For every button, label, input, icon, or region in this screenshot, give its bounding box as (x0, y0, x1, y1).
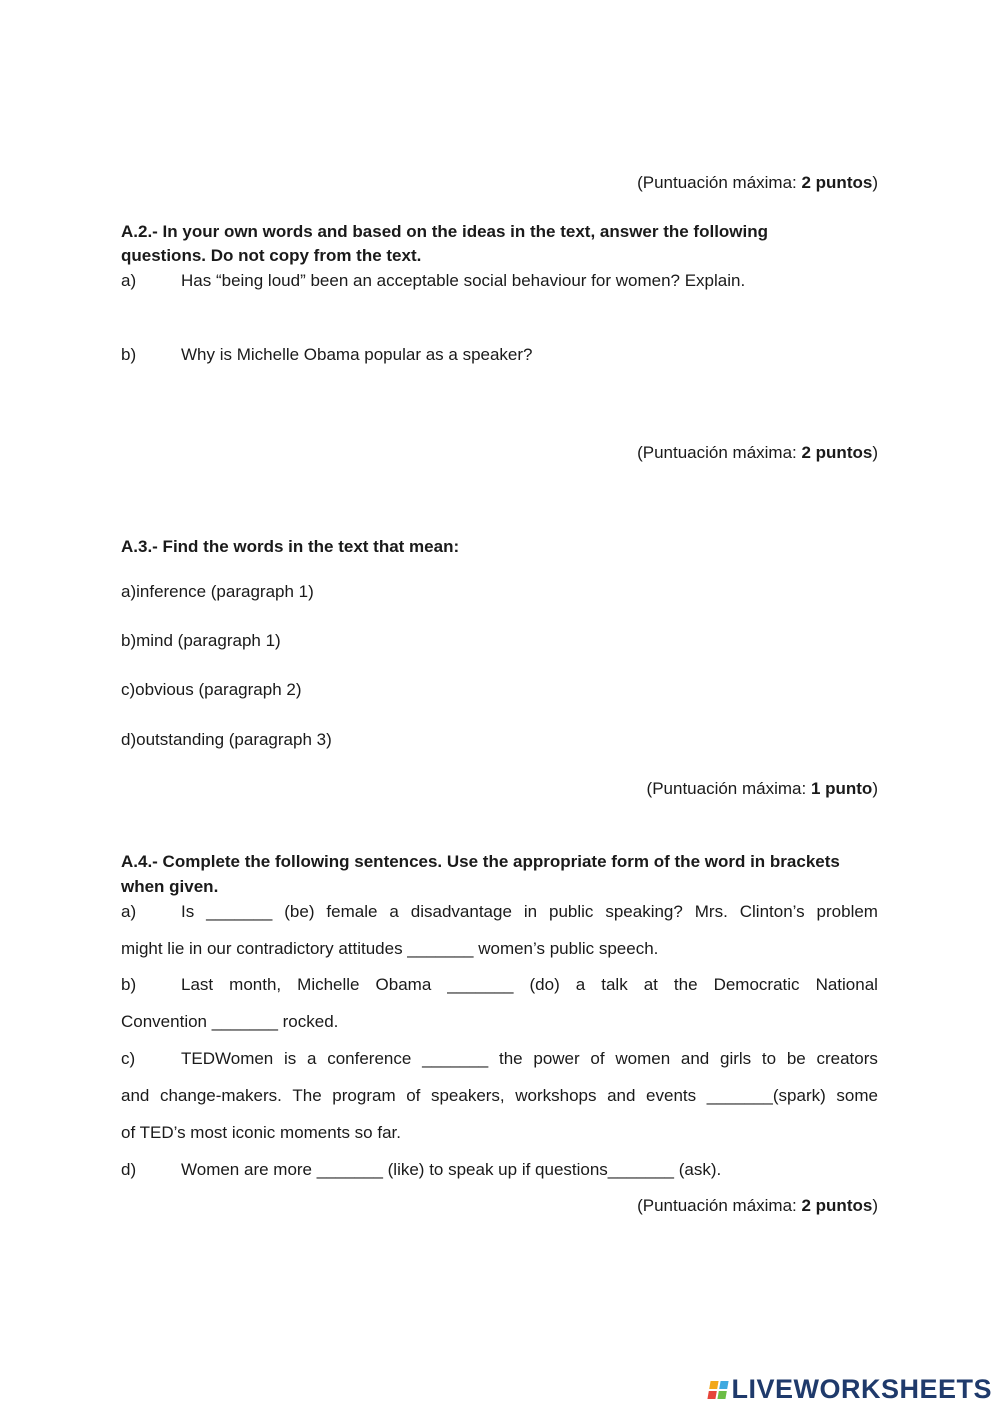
a3-item-a: a)inference (paragraph 1) (121, 582, 314, 601)
word: in (523, 902, 538, 921)
score-suffix: ) (872, 779, 878, 798)
word: Clinton’s (739, 902, 805, 921)
a4-sentence-c-line2 (121, 1084, 878, 1108)
word: _______(spark) (706, 1086, 826, 1105)
a4-sentence-b-label: b) (121, 975, 137, 994)
score-prefix: (Puntuación máxima: (637, 1196, 802, 1215)
a4-sentence-b-line2: Convention _______ rocked. (121, 1012, 339, 1031)
score-prefix: (Puntuación máxima: (637, 173, 802, 192)
score-suffix: ) (872, 443, 878, 462)
word: _______ (206, 902, 273, 921)
word: Michelle (297, 975, 360, 994)
word: speaking? (605, 902, 683, 921)
a4-sentence-c-line3: of TED’s most iconic moments so far. (121, 1123, 401, 1142)
a2-question-b-text: Why is Michelle Obama popular as a speaker? (181, 345, 533, 364)
score-suffix: ) (872, 173, 878, 192)
a4-sentence-c-label: c) (121, 1049, 136, 1068)
word: TEDWomen (181, 1049, 274, 1068)
word: female (326, 902, 378, 921)
word: girls (720, 1049, 752, 1068)
word: talk (601, 975, 628, 994)
word: (do) (529, 975, 560, 994)
a3-item-b: b)mind (paragraph 1) (121, 631, 281, 650)
word: _______ (447, 975, 514, 994)
a2-question-a-label: a) (121, 271, 137, 290)
score-line-1 (637, 171, 878, 195)
a2-question-b-label: b) (121, 345, 137, 364)
score-value: 1 punto (810, 779, 873, 798)
a4-sentence-a-label: a) (121, 902, 137, 921)
word: the (673, 975, 698, 994)
a3-title: A.3.- Find the words in the text that mean: (121, 537, 460, 556)
word: _______ (422, 1049, 489, 1068)
score-line-2 (637, 441, 878, 465)
a4-sentence-d-label: d) (121, 1160, 137, 1179)
word: Mrs. (694, 902, 728, 921)
word: and (607, 1086, 636, 1105)
score-value: 2 puntos (801, 1196, 873, 1215)
a3-item-d: d)outstanding (paragraph 3) (121, 730, 332, 749)
word: Democratic (713, 975, 800, 994)
a3-item-c: c)obvious (paragraph 2) (121, 680, 302, 699)
word: at (643, 975, 658, 994)
word: National (815, 975, 878, 994)
word: a (389, 902, 399, 921)
word: of (590, 1049, 605, 1068)
word: is (284, 1049, 297, 1068)
word: of (406, 1086, 421, 1105)
logo-square-icon (720, 1381, 729, 1389)
score-line-3 (647, 777, 878, 801)
word: change-makers. (159, 1086, 282, 1105)
word: program (332, 1086, 396, 1105)
word: month, (229, 975, 282, 994)
a2-question-a-text: Has “being loud” been an acceptable social behaviour for women? Explain. (181, 271, 746, 290)
word: women (615, 1049, 671, 1068)
word: to (761, 1049, 777, 1068)
a4-sentence-a-line2: might lie in our contradictory attitudes _______ women’s public speech. (121, 939, 659, 958)
word: a (307, 1049, 317, 1068)
logo-square-icon (718, 1391, 727, 1399)
word: public (548, 902, 594, 921)
a4-title-line2: when given. (121, 877, 219, 896)
word: some (836, 1086, 878, 1105)
score-suffix: ) (872, 1196, 878, 1215)
liveworksheets-logo[interactable] (709, 1374, 992, 1405)
score-value: 2 puntos (801, 173, 873, 192)
a4-sentence-d-text: Women are more _______ (like) to speak up if questions_______ (ask). (181, 1160, 722, 1179)
word: and (680, 1049, 710, 1068)
word: conference (327, 1049, 412, 1068)
word: speakers, (430, 1086, 505, 1105)
a4-sentence-b-line1 (181, 973, 878, 997)
word: Last (181, 975, 214, 994)
logo-square-icon (708, 1391, 717, 1399)
score-line-4 (637, 1194, 878, 1218)
word: Is (181, 902, 195, 921)
a4-sentence-c-line1 (181, 1047, 878, 1071)
word: disadvantage (410, 902, 512, 921)
word: and (121, 1086, 150, 1105)
a2-title-line2: questions. Do not copy from the text. (121, 246, 422, 265)
word: Obama (375, 975, 432, 994)
word: (be) (284, 902, 315, 921)
a4-sentence-a-line1 (181, 900, 878, 924)
word: power (533, 1049, 580, 1068)
score-value: 2 puntos (801, 443, 873, 462)
score-prefix: (Puntuación máxima: (646, 779, 811, 798)
word: problem (816, 902, 878, 921)
a2-title-line1: A.2.- In your own words and based on the ideas in the text, answer the following (121, 222, 769, 241)
word: workshops (515, 1086, 597, 1105)
word: a (575, 975, 586, 994)
word: be (786, 1049, 806, 1068)
logo-mark-icon (708, 1381, 729, 1399)
a4-title-line1: A.4.- Complete the following sentences. Use the appropriate form of the word in brackets (121, 852, 840, 871)
word: creators (816, 1049, 878, 1068)
word: events (646, 1086, 697, 1105)
score-prefix: (Puntuación máxima: (637, 443, 802, 462)
word: The (292, 1086, 322, 1105)
logo-text: LIVEWORKSHEETS (731, 1374, 992, 1404)
word: the (499, 1049, 523, 1068)
logo-square-icon (710, 1381, 719, 1389)
